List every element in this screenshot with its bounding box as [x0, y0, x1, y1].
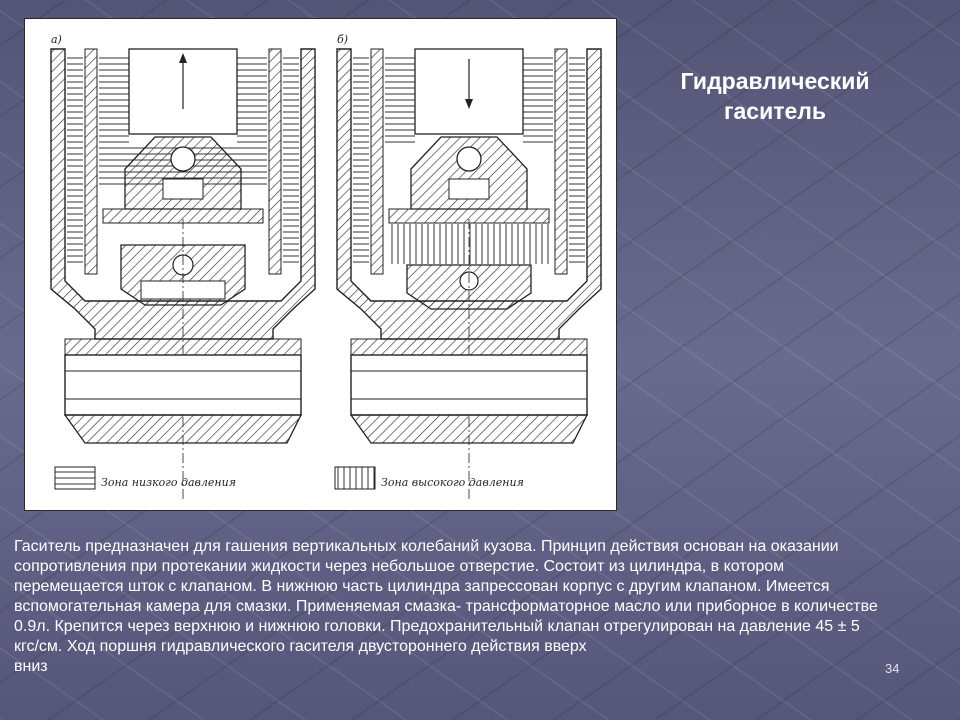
description-paragraph [14, 537, 950, 677]
description-line-1: Гаситель предназначен для гашения вертикальных колебаний кузова. Принцип действия основан на оказании [14, 538, 839, 555]
legend-low-pressure: Зона низкого давления [101, 476, 237, 489]
description-line-5: 0.9л. Крепится через верхнюю и нижнюю головки. Предохранительный клапан отрегулирован на давление 45 ± 5 [14, 618, 860, 635]
slide-title-line-1: Гидравлический [680, 68, 870, 94]
slide-title-line-2: гаситель [723, 98, 827, 124]
panel-a-label: а) [51, 33, 62, 46]
panel-a [51, 33, 315, 499]
description-line-7: вниз [14, 658, 48, 675]
description-line-6: кгс/см. Ход поршня гидравлического гасителя двустороннего действия вверх [14, 638, 587, 655]
panel-b [335, 33, 601, 499]
technical-drawing [25, 19, 618, 512]
shock-absorber-drawing [24, 18, 617, 511]
description-line-4: вспомогательная камера для смазки. Применяемая смазка- трансформаторное масло или приборное в количестве [14, 598, 878, 615]
panel-b-label: б) [337, 33, 349, 46]
legend-high-pressure: Зона высокого давления [381, 476, 524, 489]
description-line-3: перемещается шток с клапаном. В нижнюю часть цилиндра запрессован корпус с другим клапаном. Имеется [14, 578, 830, 595]
slide-title [640, 66, 910, 126]
description-line-2: сопротивления при протекании жидкости через небольшое отверстие. Состоит из цилиндра, в котором [14, 558, 785, 575]
page-number: 34 [885, 661, 900, 676]
